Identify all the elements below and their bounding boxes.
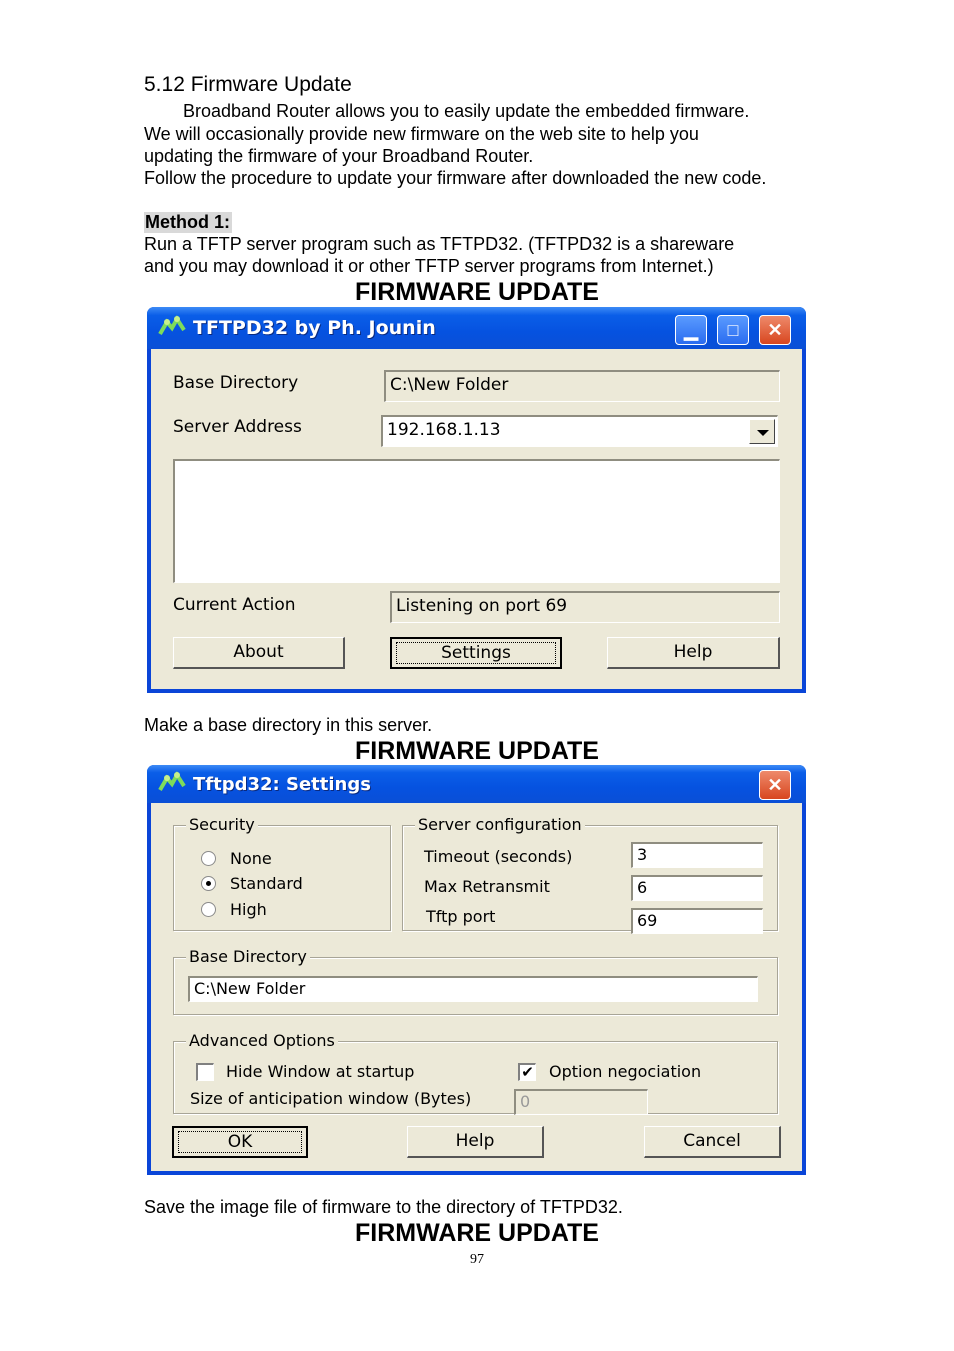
settings-window-title: Tftpd32: Settings: [193, 774, 371, 795]
timeout-input[interactable]: 3: [631, 842, 763, 868]
about-button[interactable]: About: [173, 637, 345, 669]
title-bar: [147, 307, 806, 349]
cancel-button[interactable]: Cancel: [644, 1126, 781, 1158]
checkmark-icon: ✔: [521, 1063, 534, 1081]
section-heading: 5.12 Firmware Update: [144, 73, 352, 96]
max-retransmit-input[interactable]: 6: [631, 875, 763, 901]
caption-1: Make a base directory in this server.: [144, 715, 433, 735]
settings-button[interactable]: [390, 637, 562, 669]
max-retransmit-label: Max Retransmit: [424, 877, 550, 896]
maximize-icon: □: [727, 320, 739, 340]
base-directory-label: Base Directory: [173, 373, 299, 393]
log-area[interactable]: [173, 459, 780, 583]
anticipation-label: Size of anticipation window (Bytes): [190, 1089, 472, 1108]
tftpd-app-icon: [157, 770, 187, 798]
ok-button-label: OK: [227, 1132, 253, 1152]
security-group: [173, 815, 391, 931]
method-text-2: and you may download it or other TFTP server programs from Internet.): [144, 256, 714, 276]
figure-title-1: FIRMWARE UPDATE: [355, 278, 599, 306]
hide-window-label: Hide Window at startup: [226, 1062, 415, 1081]
ok-button[interactable]: [172, 1126, 308, 1158]
radio-high[interactable]: [201, 902, 216, 917]
server-address-select[interactable]: [381, 415, 778, 447]
settings-help-button[interactable]: Help: [407, 1126, 544, 1158]
server-address-value: 192.168.1.13: [387, 420, 501, 440]
tftp-port-input[interactable]: 69: [631, 908, 763, 934]
maximize-button[interactable]: [717, 315, 749, 345]
close-button[interactable]: [759, 315, 791, 345]
close-icon: ✕: [767, 320, 783, 340]
radio-high-label: High: [230, 900, 267, 919]
radio-standard[interactable]: [201, 876, 216, 891]
option-negociation-checkbox[interactable]: [518, 1063, 536, 1081]
settings-close-button[interactable]: [759, 770, 791, 800]
figure-title-3: FIRMWARE UPDATE: [355, 1219, 599, 1247]
help-button[interactable]: Help: [607, 637, 780, 669]
minimize-button[interactable]: [675, 315, 707, 345]
intro-line-3: updating the firmware of your Broadband Router.: [144, 146, 534, 166]
chevron-down-icon[interactable]: [749, 419, 775, 444]
option-negociation-label: Option negociation: [549, 1062, 702, 1081]
focus-rect: [396, 642, 556, 664]
tftpd-app-icon: [157, 314, 187, 342]
server-config-legend: Server configuration: [415, 815, 585, 834]
radio-standard-label: Standard: [230, 874, 303, 893]
base-directory-group: [173, 947, 778, 1015]
method-label: Method 1:: [145, 212, 230, 232]
tftpd32-main-window: [147, 307, 806, 693]
tftp-port-label: Tftp port: [426, 907, 496, 926]
settings-title-bar: [147, 765, 806, 803]
intro-line-4: Follow the procedure to update your firmware after downloaded the new code.: [144, 168, 767, 188]
tftpd32-settings-window: [147, 765, 806, 1175]
timeout-label: Timeout (seconds): [424, 847, 573, 866]
radio-none-label: None: [230, 849, 272, 868]
settings-client-area: [151, 803, 802, 1171]
settings-button-label: Settings: [441, 643, 511, 663]
window-title: TFTPD32 by Ph. Jounin: [193, 317, 436, 339]
close-icon: ✕: [767, 775, 783, 795]
settings-base-directory-input[interactable]: C:\New Folder: [188, 976, 758, 1002]
intro-line-2: We will occasionally provide new firmware on the web site to help you: [144, 124, 699, 144]
method-text-1: Run a TFTP server program such as TFTPD32. (TFTPD32 is a shareware: [144, 234, 735, 254]
main-client-area: [151, 349, 802, 689]
current-action-field: Listening on port 69: [390, 591, 780, 623]
current-action-label: Current Action: [173, 595, 296, 615]
anticipation-input[interactable]: 0: [514, 1089, 648, 1115]
figure-title-2: FIRMWARE UPDATE: [355, 737, 599, 765]
advanced-options-legend: Advanced Options: [186, 1031, 338, 1050]
server-config-group: [402, 815, 778, 931]
page-number: 97: [470, 1252, 484, 1267]
hide-window-checkbox[interactable]: [196, 1063, 214, 1081]
server-address-label: Server Address: [173, 417, 302, 437]
radio-none[interactable]: [201, 851, 216, 866]
security-legend: Security: [186, 815, 258, 834]
advanced-options-group: [173, 1031, 778, 1114]
caption-2: Save the image file of firmware to the directory of TFTPD32.: [144, 1197, 623, 1217]
base-directory-field[interactable]: C:\New Folder: [384, 370, 780, 402]
focus-rect: [178, 1131, 302, 1153]
intro-line-1: Broadband Router allows you to easily update the embedded firmware.: [183, 101, 750, 121]
base-directory-legend: Base Directory: [186, 947, 310, 966]
minimize-icon: ▁: [684, 320, 698, 340]
